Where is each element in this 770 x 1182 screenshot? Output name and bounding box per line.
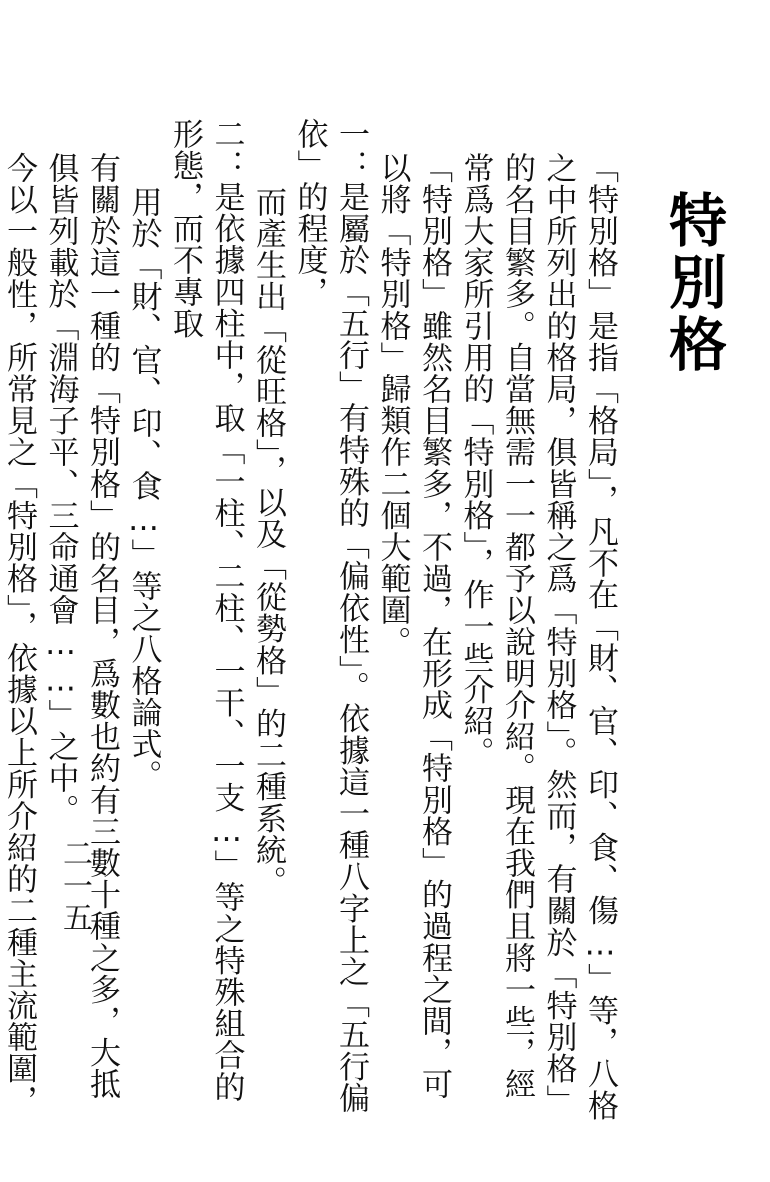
list-item-one-text: 一：是屬於「五行」有特殊的「偏依性」。依據這一種八字上之「五行偏依」的程度，: [291, 118, 369, 1114]
list-item-two-continuation: 用於「財、官、印、食…」等之八格論式。: [125, 186, 162, 792]
list-item-two-text: 二：是依據四柱中，取「一柱、二柱、一干、一支…」等之特殊組合的形態，而不專取: [167, 118, 245, 1103]
paragraph-conclusion: 今以一般性，所常見之「特別格」，依據以上所介紹的二種主流範圍，: [1, 152, 37, 1117]
body-text: [0, 118, 620, 1128]
paragraph-intro: 「特別格」是指「格局」，凡不在「財、官、印、食、傷…」等，八格之中所列出的格局，俱皆稱之爲「特別格」。然而，有關於「特別格」的名目繁多。自當無需一一都予以說明介紹。現在我們且將一些，經常爲大家所引用的「特別格」，作一些介紹。: [457, 152, 618, 1122]
paragraph-categories: 「特別格」雖然名目繁多，不過，在形成「特別格」的過程之間，可以將「特別格」歸類作二個大範圍。: [374, 152, 452, 1100]
list-item-one-continuation: 而產生出「從旺格」，以及「從勢格」的二種系統。: [250, 186, 286, 898]
paragraph-sources: 有關於這一種的「特別格」的名目，爲數也約有三數十種之多，大抵俱皆列載於「淵海子平、三命通會……」之中。: [42, 152, 120, 1100]
list-item-one: [247, 118, 372, 1128]
list-item-two: [122, 118, 247, 1128]
page-title: 特別格: [659, 190, 727, 376]
page-number: 二一五: [57, 838, 92, 934]
